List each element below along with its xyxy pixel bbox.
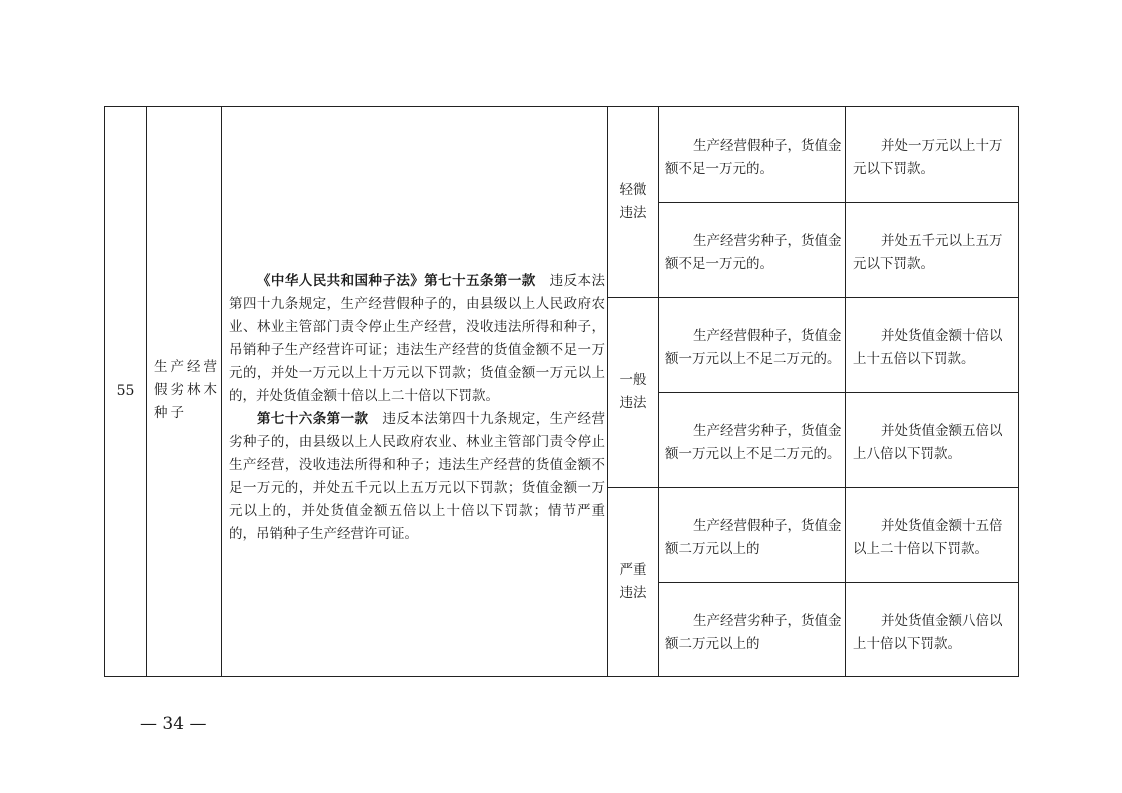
condition-cell: 生产经营假种子，货值金额一万元以上不足二万元的。 bbox=[665, 328, 842, 367]
level-minor: 轻微 违法 bbox=[619, 182, 647, 221]
condition-cell: 生产经营劣种子，货值金额二万元以上的 bbox=[665, 613, 842, 652]
column-divider bbox=[221, 107, 222, 676]
law-citation: 《中华人民共和国种子法》第七十五条第一款 bbox=[257, 273, 536, 289]
row-divider bbox=[658, 202, 1018, 203]
condition-cell: 生产经营假种子，货值金额不足一万元的。 bbox=[665, 138, 842, 177]
item-name: 生产经营 假劣林木 种子 bbox=[154, 359, 220, 421]
column-divider bbox=[146, 107, 147, 676]
penalty-cell: 并处货值金额八倍以上十倍以下罚款。 bbox=[853, 613, 1003, 652]
law-text: 违反本法第四十九条规定，生产经营假种子的，由县级以上人民政府农业、林业主管部门责令停止生产经营，没收违法所得和种子，吊销种子生产经营许可证；违法生产经营的货值金额不足一万元的，并处一万元以上十万元以下罚款；货值金额一万元以上的，并处货值金额十倍以上二十倍以下罚款。 bbox=[229, 273, 605, 404]
law-paragraph bbox=[229, 270, 605, 408]
penalty-cell: 并处货值金额十倍以上十五倍以下罚款。 bbox=[853, 328, 1003, 367]
row-divider bbox=[607, 487, 1018, 488]
law-paragraph bbox=[229, 408, 605, 546]
penalty-table bbox=[104, 106, 1019, 677]
penalty-cell: 并处货值金额十五倍以上二十倍以下罚款。 bbox=[853, 518, 1003, 557]
condition-cell: 生产经营劣种子，货值金额一万元以上不足二万元的。 bbox=[665, 423, 842, 462]
row-divider bbox=[658, 582, 1018, 583]
row-divider bbox=[607, 297, 1018, 298]
condition-cell: 生产经营假种子，货值金额二万元以上的 bbox=[665, 518, 842, 557]
level-general: 一般 违法 bbox=[619, 372, 647, 411]
row-number: 55 bbox=[116, 383, 135, 399]
penalty-cell: 并处五千元以上五万元以下罚款。 bbox=[853, 233, 1003, 272]
condition-cell: 生产经营劣种子，货值金额不足一万元的。 bbox=[665, 233, 842, 272]
law-citation: 第七十六条第一款 bbox=[257, 411, 369, 427]
page-number: — 34 — bbox=[140, 714, 207, 734]
legal-basis bbox=[229, 270, 605, 546]
level-severe: 严重 违法 bbox=[619, 562, 647, 601]
law-text: 违反本法第四十九条规定，生产经营劣种子的，由县级以上人民政府农业、林业主管部门责令停止生产经营，没收违法所得和种子；违法生产经营的货值金额不足一万元的，并处五千元以上五万元以下罚款；货值金额一万元以上的，并处货值金额五倍以上十倍以下罚款；情节严重的，吊销种子生产经营许可证。 bbox=[229, 411, 605, 542]
penalty-cell: 并处一万元以上十万元以下罚款。 bbox=[853, 138, 1003, 177]
row-divider bbox=[658, 392, 1018, 393]
penalty-cell: 并处货值金额五倍以上八倍以下罚款。 bbox=[853, 423, 1003, 462]
